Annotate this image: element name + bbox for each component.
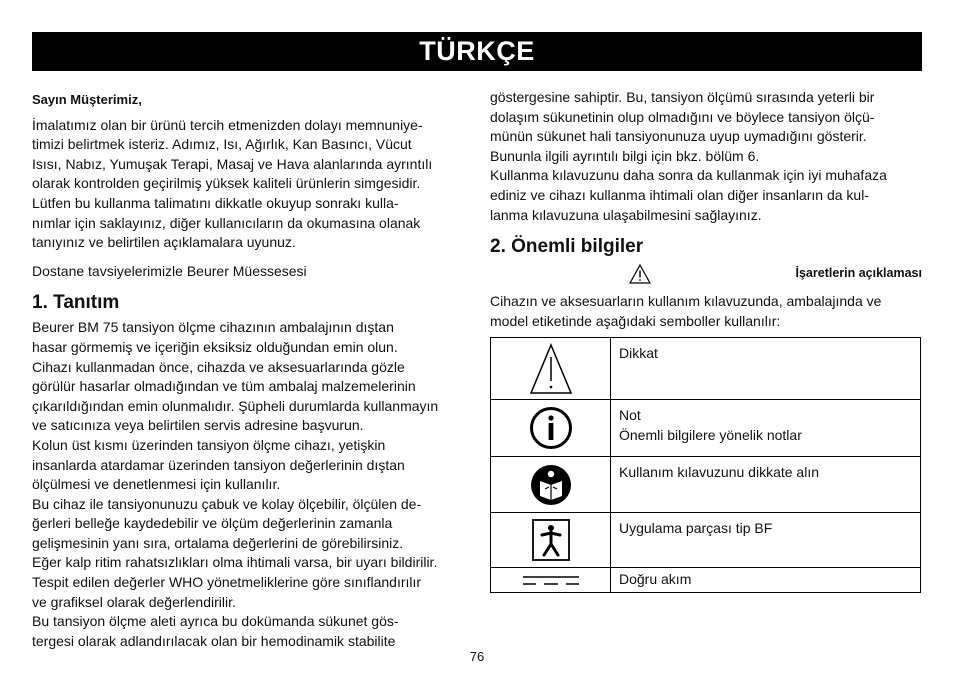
direct-current-icon [519,571,583,589]
intro-paragraph [32,116,464,253]
symbol-label: Uygulama parçası tip BF [619,520,773,537]
symbols-intro [490,292,922,331]
text-line: olarak kontrolden geçirilmiş yüksek kaliteli ürünlerin simgesidir. [32,175,421,192]
symbol-cell [491,568,611,593]
symbol-label: Doğru akım [619,571,692,588]
text-line: hasar görmemiş ve içeriğin eksiksiz olduğundan emin olun. [32,338,398,355]
text-line: lanma kılavuzuna ulaşabilmesini sağlayınız. [490,206,762,223]
warning-triangle-icon [529,343,573,395]
banner-title: TÜRKÇE [419,36,535,66]
text-line: insanlarda atardamar üzerinden tansiyon değerlerinin dıştan [32,456,405,473]
symbols-heading: İşaretlerin açıklaması [795,266,922,281]
text-line: ğerleri belleğe kaydedebilir ve ölçüm değerlerinin zamanla [32,515,393,532]
text-line: tanıyınız ve belirtilen açıklamalara uyunuz. [32,234,296,251]
table-row [491,400,921,457]
symbol-cell [491,400,611,457]
symbol-description [611,513,921,568]
symbols-table [490,337,921,593]
text-line: tergesi olarak adlandırılacak olan bir hemodinamik stabilite [32,632,396,649]
text-line: İmalatımız olan bir ürünü tercih etmenizden dolayı memnuniye- [32,116,423,133]
text-line: model etiketinde aşağıdaki semboller kullanılır: [490,312,781,329]
table-row [491,568,921,593]
left-column [32,88,464,651]
symbol-sublabel: Önemli bilgilere yönelik notlar [619,426,802,443]
symbol-description [611,400,921,457]
section-1-heading: 1. Tanıtım [32,292,120,314]
text-line: göstergesine sahiptir. Bu, tansiyon ölçümü sırasında yeterli bir [490,89,875,105]
symbol-description [611,568,921,593]
text-line: Bu cihaz ile tansiyonunuzu çabuk ve kolay ölçebilir, ölçülen de- [32,495,422,512]
text-line: Kullanma kılavuzunu daha sonra da kullanmak için iyi muhafaza [490,167,887,184]
language-banner [32,32,922,71]
read-manual-icon [529,463,573,507]
symbol-label: Dikkat [619,345,658,362]
text-line: Lütfen bu kullanma talimatını dikkatle okuyup sonrakı kulla- [32,194,399,211]
text-line: çıkarıldığından emin olunmalıdır. Şüpheli durumlarda kullanmayın [32,397,439,414]
section-2-heading: 2. Önemli bilgiler [490,236,644,258]
text-line: Bu tansiyon ölçme aleti ayrıca bu dokümanda sükunet gös- [32,613,399,630]
text-line: Kolun üst kısmı üzerinden tansiyon ölçme cihazı, yetişkin [32,436,386,453]
section-1-body [32,318,464,651]
symbol-description [611,338,921,400]
text-line: Cihazı kullanmadan önce, cihazda ve aksesuarlarında gözle [32,358,405,375]
text-line: Eğer kalp ritim rahatsızlıkları olma ihtimali varsa, bir uyarı bildirilir. [32,554,438,571]
symbol-cell [491,513,611,568]
text-line: Beurer BM 75 tansiyon ölçme cihazının ambalajının dıştan [32,319,394,336]
symbol-description [611,457,921,513]
text-line: ediniz ve cihazı kullanma ihtimali olan diğer insanların da kul- [490,186,869,203]
text-line: nımlar için saklayınız, diğer kullanıcıların da okumasına olanak [32,214,421,231]
text-line: Bununla ilgili ayrıntılı bilgi için bkz. bölüm 6. [490,147,760,164]
warning-triangle-icon [629,264,651,284]
text-line: görülür hasarlar olmadığından ve tüm ambalaj malzemelerinin [32,378,416,395]
text-line: münün sükunet hali tansiyonunuza uyup uymadığını gösterir. [490,128,867,145]
salutation: Sayın Müşterimiz, [32,92,142,107]
text-line: timizi belirtmek isteriz. Adımız, Isı, Ağırlık, Kan Basıncı, Vücut [32,136,412,153]
symbols-heading-row [490,264,922,284]
text-line: ve grafiksel olarak değerlendirilir. [32,593,236,610]
continuation-paragraph [490,88,922,225]
text-line: gelişmesinin yanı sıra, ortalama değerlerini de görebilirsiniz. [32,534,404,551]
symbol-label: Not [619,407,641,424]
text-line: Cihazın ve aksesuarların kullanım kılavuzunda, ambalajında ve [490,293,882,310]
text-line: Isısı, Nabız, Yumuşak Terapi, Masaj ve Hava alanlarında ayrıntılı [32,155,433,172]
text-line: dolaşım sükunetinin olup olmadığını ve böylece tansiyon ölçü- [490,108,875,125]
table-row [491,513,921,568]
regards-line: Dostane tavsiyelerimizle Beurer Müessesesi [32,262,307,279]
text-line: Tespit edilen değerler WHO yönetmeliklerine göre sınıflandırılır [32,574,422,591]
symbol-label: Kullanım kılavuzunu dikkate alın [619,464,819,481]
right-column [490,88,922,593]
text-line: ölçülmesi ve denetlenmesi için kullanılır. [32,476,281,493]
bf-applied-part-icon [531,518,571,562]
table-row [491,338,921,400]
page-number: 76 [469,649,485,664]
symbol-cell [491,338,611,400]
table-row [491,457,921,513]
symbol-cell [491,457,611,513]
text-line: ve satıcınıza veya belirtilen servis adresine başvurun. [32,417,364,434]
info-icon [529,406,573,450]
